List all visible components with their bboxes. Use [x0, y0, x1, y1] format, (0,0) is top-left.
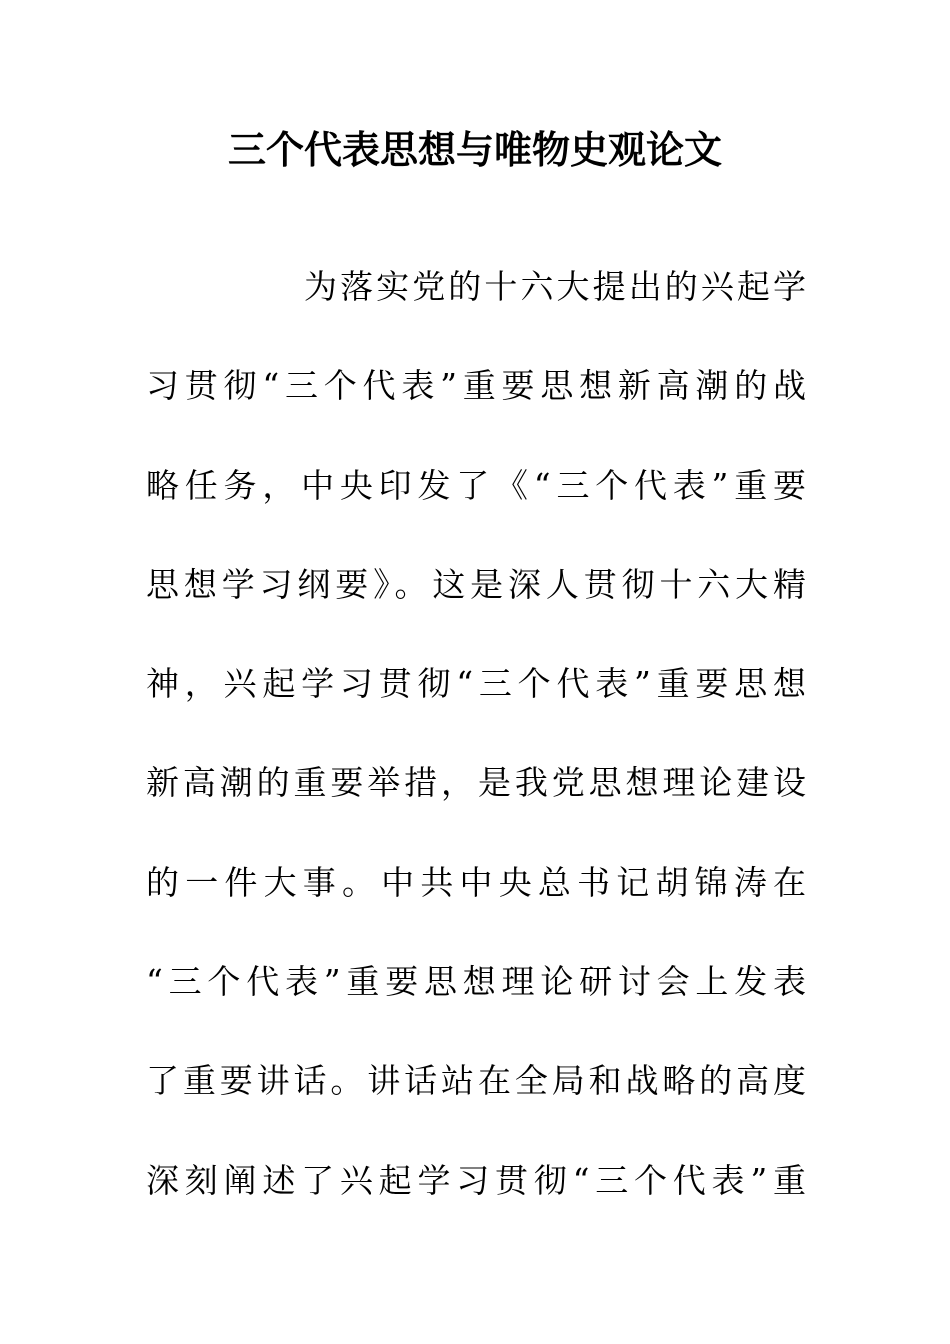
paragraph-line: 为落实党的十六大提出的兴起学 — [304, 267, 806, 306]
document-body — [146, 262, 806, 1255]
paragraph-line: 神，兴起学习贯彻“三个代表”重要思想 — [146, 664, 806, 704]
paragraph-line: 新高潮的重要举措，是我党思想理论建设 — [146, 763, 806, 803]
paragraph-line: 习贯彻“三个代表”重要思想新高潮的战 — [146, 366, 806, 406]
paragraph-line: 略任务，中央印发了《“三个代表”重要 — [146, 465, 806, 505]
paragraph-line: 了重要讲话。讲话站在全局和战略的高度 — [146, 1061, 806, 1101]
paragraph-line: 深刻阐述了兴起学习贯彻“三个代表”重 — [146, 1160, 806, 1200]
paragraph-line: “三个代表”重要思想理论研讨会上发表 — [146, 962, 806, 1002]
document-title: 三个代表思想与唯物史观论文 — [227, 128, 722, 172]
paragraph-line: 的一件大事。中共中央总书记胡锦涛在 — [146, 862, 806, 902]
paragraph-line: 思想学习纲要》。这是深人贯彻十六大精 — [146, 564, 806, 604]
